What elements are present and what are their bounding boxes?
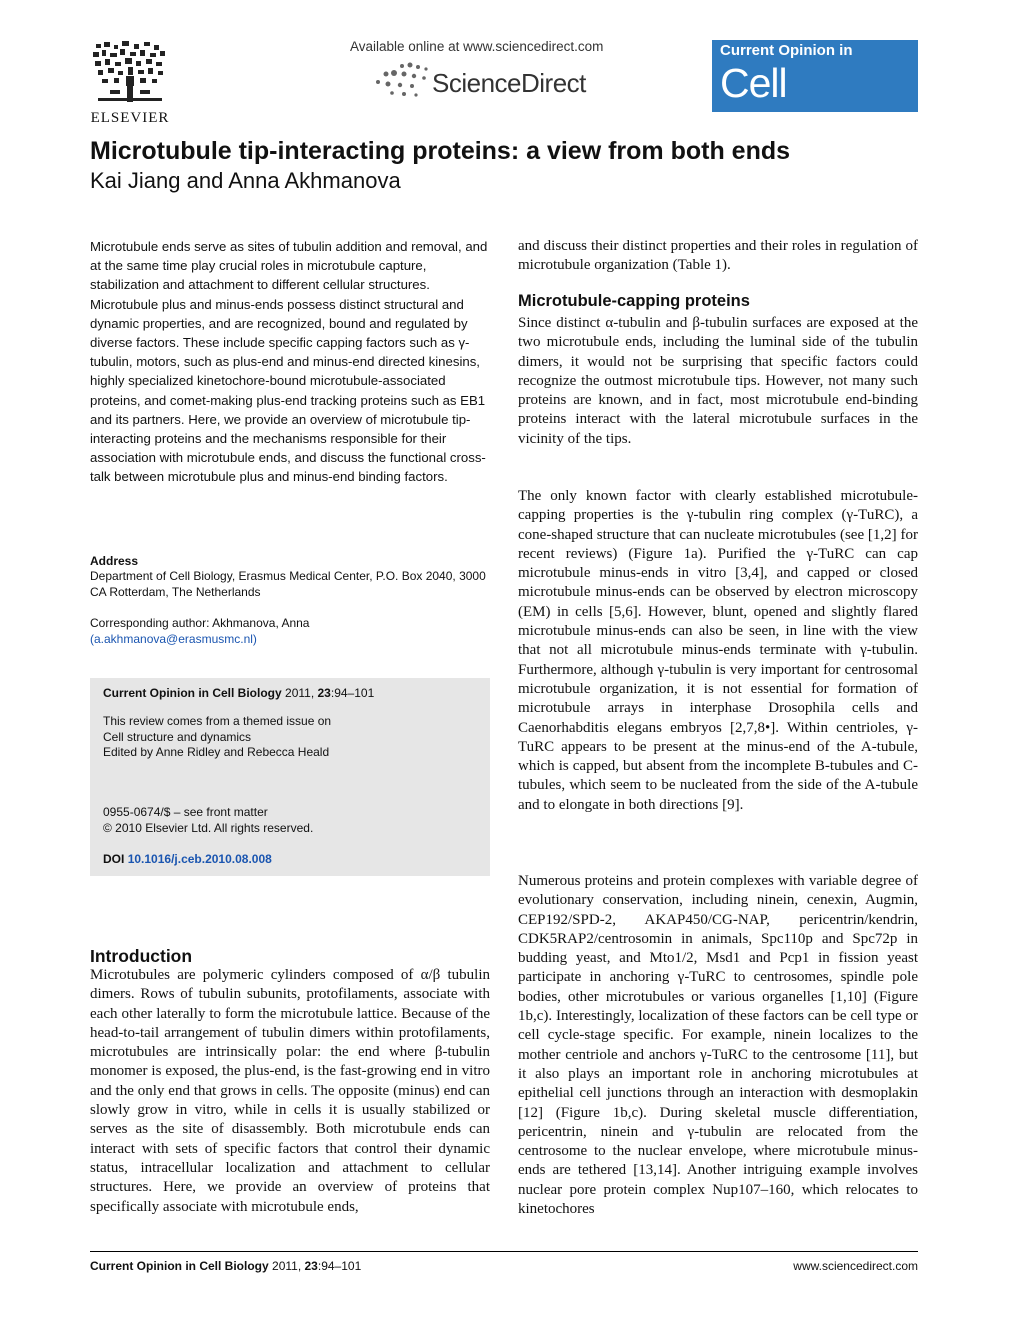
info-editors: Edited by Anne Ridley and Rebecca Heald bbox=[103, 745, 330, 759]
info-issn: 0955-0674/$ – see front matter bbox=[103, 805, 268, 819]
info-doi bbox=[103, 852, 272, 866]
corresponding-author-name: Corresponding author: Akhmanova, Anna bbox=[90, 616, 310, 630]
body-paragraph: The only known factor with clearly established microtubule-capping properties is the γ-tubulin ring complex (γ-TuRC), a cone-shaped structure that can nucleate microtubules (see [1,2] for recent reviews) (Figure 1a). Purified the γ-TuRC can cap microtubule minus-ends in vitro [3,4], and capped or closed microtubule minus-ends can be observed by electron microscopy (EM) in cells [5,6]. However, blunt, opened and slightly flared microtubule minus-ends can also be seen, in line with the view that not all microtubule minus-ends terminate with γ-tubulin. Furthermore, although γ-tubulin is very important for centrosomal microtubule organization, it is not essential for formation of microtubule arrays in interphase Drosophila cells and Caenorhabditis elegans embryos [2,7,8•]. Within centrioles, γ-TuRC appears to be present at the minus-end of the A-tubule, which is capped, but absent from the incomplete B-tubules and C-tubules, which seem to be nucleated from the side of the A-tubule and to elongate in both directions [9]. bbox=[518, 488, 918, 813]
journal-badge-title: Cell Biology bbox=[720, 60, 848, 152]
capping-proteins-heading: Microtubule-capping proteins bbox=[518, 292, 750, 310]
body-paragraph: Numerous proteins and protein complexes with variable degree of evolutionary conservation, including ninein, cenexin, Augmin, CEP192/SPD-2, AKAP450/CG-NAP, pericentrin/kendrin, CDK5RAP2/centrosomin in animals, Spc110p and Spc72p in budding yeast, and Mto1/2, Msd1 and Pcp1 in fission yeast participate in anchoring γ-TuRC to centrosomes, spindle pole bodies, other microtubules or various organelles [1,10] (Figure 1b,c). Interestingly, localization of these factors can be cell type or cell cycle-stage specific. For example, ninein localizes to the mother centriole and anchors γ-TuRC to the centrosome [11], but it also plays an important role in anchoring microtubules at epithelial cell junctions through an interaction with desmoplakin [12] (Figure 1b,c). During skeletal muscle differentiation, pericentrin, ninein and γ-tubulin are relocated from the centrosome to the nuclear envelope, where microtubule minus-ends are tethered [13,14]. Another intriguing example involves nuclear pore protein complex Nup107–160, which relocates to kinetochores bbox=[518, 873, 918, 1218]
article-authors: Kai Jiang and Anna Akhmanova bbox=[90, 168, 401, 193]
journal-badge bbox=[712, 40, 918, 152]
info-citation bbox=[103, 686, 374, 700]
publisher-name: ELSEVIER bbox=[90, 110, 170, 126]
footer-divider bbox=[90, 1251, 918, 1252]
article-title: Microtubule tip-interacting proteins: a view from both ends bbox=[90, 137, 791, 165]
info-theme-name: Cell structure and dynamics bbox=[103, 729, 252, 744]
info-theme bbox=[103, 714, 331, 761]
info-pages: :94–101 bbox=[330, 686, 375, 700]
corresponding-author bbox=[90, 616, 490, 647]
doi-link[interactable]: 10.1016/j.ceb.2010.08.008 bbox=[127, 852, 272, 866]
info-journal-name: Current Opinion in Cell Biology bbox=[103, 686, 282, 700]
introduction-paragraph: Microtubules are polymeric cylinders composed of α/β tubulin dimers. Rows of tubulin subunits, protofilaments, associate with each other laterally to form the microtubule lattice. Because of the head-to-tail arrangement of tubulin dimers within protofilaments, microtubules are intrinsically polar: the end where β-tubulin monomer is exposed, the plus-end, is the fast-growing end in vitro and the only end that grows in cells. The opposite (minus) end can slowly grow in vitro, while in cells it is usually stabilized or serves as the site of disassembly. Both microtubule ends can interact with sets of specific factors that control their dynamic status, intracellular localization and attachment to cellular structures. Here, we provide an overview of proteins that specifically associate with microtubule ends, bbox=[90, 967, 490, 1215]
sciencedirect-logo-text: ScienceDirect bbox=[432, 68, 586, 98]
sciencedirect-dots-icon bbox=[372, 60, 432, 100]
body-paragraph: Since distinct α-tubulin and β-tubulin surfaces are exposed at the two microtubule ends, including the luminal side of the tubulin dimers, it would not be surprising that specific factors could recognize the outmost microtubule tips. However, not many such proteins are known, and in fact, most microtubule end-binding proteins interact with the lateral microtubule surfaces in the vicinity of the tips. bbox=[518, 315, 918, 447]
footer-pages: :94–101 bbox=[317, 1259, 362, 1273]
abstract: Microtubule ends serve as sites of tubulin addition and removal, and at the same time play crucial roles in microtubule capture, stabilization and attachment to different cellular structures. Microtubule plus and minus-ends possess distinct structural and dynamic properties, and are recognized, bound and regulated by diverse factors. These include specific capping factors such as γ-tubulin, motors, such as plus-end and minus-end directed kinesins, highly specialized kinetochore-bound microtubule-associated proteins, and comet-making plus-end tracking proteins such as EB1 and its partners. Here, we provide an overview of microtubule tip-interacting proteins and the mechanisms responsible for their association with microtubule ends, and discuss the functional cross-talk between microtubule plus and minus-end binding factors. bbox=[90, 239, 488, 485]
journal-badge-series: Current Opinion in bbox=[720, 42, 853, 59]
footer-volume: 23 bbox=[304, 1259, 318, 1273]
info-volume: 23 bbox=[317, 686, 331, 700]
footer-citation bbox=[90, 1259, 361, 1273]
address-text: Department of Cell Biology, Erasmus Medical Center, P.O. Box 2040, 3000 CA Rotterdam, The Netherlands bbox=[90, 569, 486, 599]
elsevier-tree-icon bbox=[90, 40, 170, 108]
info-copyright-block bbox=[103, 805, 313, 836]
info-copyright: © 2010 Elsevier Ltd. All rights reserved. bbox=[103, 820, 314, 835]
corresponding-author-email[interactable]: (a.akhmanova@erasmusmc.nl) bbox=[90, 631, 257, 646]
footer-journal: Current Opinion in Cell Biology bbox=[90, 1259, 269, 1273]
available-online-text: Available online at www.sciencedirect.com bbox=[350, 39, 604, 54]
elsevier-logo bbox=[90, 40, 170, 127]
introduction-heading: Introduction bbox=[90, 946, 193, 966]
address-heading: Address bbox=[90, 554, 139, 568]
footer-url[interactable]: www.sciencedirect.com bbox=[793, 1259, 918, 1273]
info-year: 2011, bbox=[285, 686, 315, 700]
body-paragraph: and discuss their distinct properties and their roles in regulation of microtubule organization (Table 1). bbox=[518, 238, 918, 274]
article-info-box bbox=[90, 678, 490, 876]
info-theme-intro: This review comes from a themed issue on bbox=[103, 714, 332, 728]
doi-label: DOI bbox=[103, 852, 125, 866]
footer-year: 2011, bbox=[272, 1259, 302, 1273]
